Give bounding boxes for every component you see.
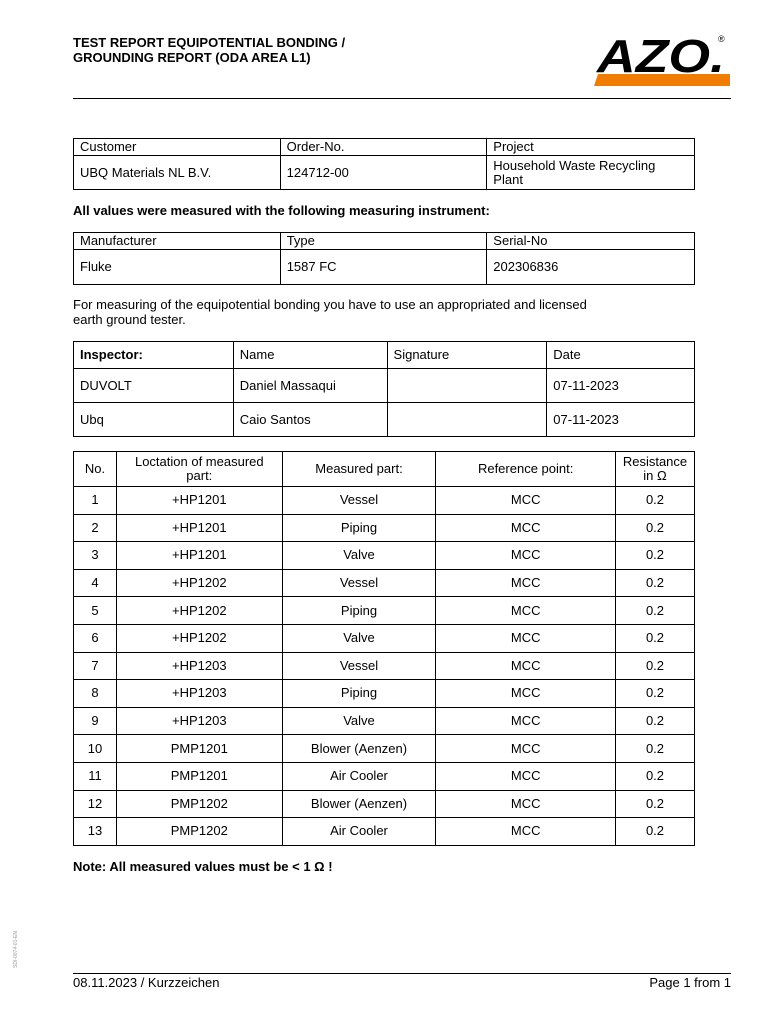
reference-point-header: Reference point: xyxy=(436,452,616,487)
project-header: Project xyxy=(487,139,695,156)
row-number: 10 xyxy=(74,735,117,763)
inspector-signature xyxy=(387,369,547,403)
table-row xyxy=(74,624,695,652)
instrument-value-row xyxy=(74,250,695,285)
inspector-signature xyxy=(387,403,547,437)
inspector-row xyxy=(74,403,695,437)
logo-registered-mark: ® xyxy=(718,34,725,44)
table-row xyxy=(74,597,695,625)
reference-point: MCC xyxy=(436,652,616,680)
resistance-value: 0.2 xyxy=(615,707,694,735)
reference-point: MCC xyxy=(436,542,616,570)
reference-point: MCC xyxy=(436,569,616,597)
measurement-header-row xyxy=(74,452,695,487)
row-number: 11 xyxy=(74,762,117,790)
reference-point: MCC xyxy=(436,735,616,763)
inspector-date: 07-11-2023 xyxy=(547,403,695,437)
resistance-value: 0.2 xyxy=(615,818,694,846)
type-value: 1587 FC xyxy=(280,250,487,285)
row-number: 12 xyxy=(74,790,117,818)
location: +HP1202 xyxy=(116,569,282,597)
row-number: 1 xyxy=(74,487,117,515)
order-no-header: Order-No. xyxy=(280,139,487,156)
customer-header-row xyxy=(74,139,695,156)
reference-point: MCC xyxy=(436,624,616,652)
resistance-value: 0.2 xyxy=(615,624,694,652)
reference-point: MCC xyxy=(436,818,616,846)
location: +HP1201 xyxy=(116,487,282,515)
table-row xyxy=(74,514,695,542)
inspector-row xyxy=(74,369,695,403)
reference-point: MCC xyxy=(436,790,616,818)
location: +HP1201 xyxy=(116,542,282,570)
table-row xyxy=(74,790,695,818)
location: PMP1202 xyxy=(116,818,282,846)
title-line-2: GROUNDING REPORT (ODA AREA L1) xyxy=(73,50,311,65)
instrument-heading: All values were measured with the following measuring instrument: xyxy=(73,203,490,218)
reference-point: MCC xyxy=(436,680,616,708)
logo-text: AZO. xyxy=(595,30,725,82)
reference-point: MCC xyxy=(436,707,616,735)
resistance-value: 0.2 xyxy=(615,542,694,570)
footer-date: 08.11.2023 / Kurzzeichen xyxy=(73,975,220,990)
measured-part: Piping xyxy=(282,680,436,708)
table-row xyxy=(74,487,695,515)
resistance-value: 0.2 xyxy=(615,597,694,625)
document-title xyxy=(73,35,345,65)
azo-logo xyxy=(594,30,734,86)
header-divider xyxy=(73,98,731,99)
measured-part: Blower (Aenzen) xyxy=(282,735,436,763)
resistance-value: 0.2 xyxy=(615,652,694,680)
measured-part: Air Cooler xyxy=(282,818,436,846)
measured-part: Vessel xyxy=(282,487,436,515)
inspector-company: Ubq xyxy=(74,403,234,437)
row-number: 3 xyxy=(74,542,117,570)
measured-part: Valve xyxy=(282,542,436,570)
title-line-1: TEST REPORT EQUIPOTENTIAL BONDING / xyxy=(73,35,346,50)
measurement-table xyxy=(73,451,695,846)
no-header: No. xyxy=(74,452,117,487)
location: +HP1202 xyxy=(116,597,282,625)
location: +HP1203 xyxy=(116,680,282,708)
instruction-text: For measuring of the equipotential bonding you have to use an appropriated and licensed earth ground tester. xyxy=(73,297,587,327)
reference-point: MCC xyxy=(436,514,616,542)
table-row xyxy=(74,652,695,680)
note-text: Note: All measured values must be < 1 Ω ! xyxy=(73,859,333,874)
measured-part: Piping xyxy=(282,514,436,542)
measured-part: Piping xyxy=(282,597,436,625)
inspector-header-row xyxy=(74,342,695,369)
measured-part-header: Measured part: xyxy=(282,452,436,487)
serial-no-header: Serial-No xyxy=(487,233,695,250)
inspector-name: Caio Santos xyxy=(233,403,387,437)
resistance-value: 0.2 xyxy=(615,514,694,542)
location-header: Loctation of measured part: xyxy=(116,452,282,487)
table-row xyxy=(74,818,695,846)
table-row xyxy=(74,680,695,708)
table-row xyxy=(74,707,695,735)
table-row xyxy=(74,542,695,570)
row-number: 7 xyxy=(74,652,117,680)
date-header: Date xyxy=(547,342,695,369)
signature-header: Signature xyxy=(387,342,547,369)
row-number: 13 xyxy=(74,818,117,846)
measured-part: Blower (Aenzen) xyxy=(282,790,436,818)
row-number: 5 xyxy=(74,597,117,625)
measured-part: Air Cooler xyxy=(282,762,436,790)
customer-table xyxy=(73,138,695,190)
reference-point: MCC xyxy=(436,487,616,515)
measurement-rows xyxy=(74,487,695,846)
resistance-value: 0.2 xyxy=(615,487,694,515)
customer-header: Customer xyxy=(74,139,281,156)
inspector-company: DUVOLT xyxy=(74,369,234,403)
reference-point: MCC xyxy=(436,597,616,625)
footer-page-number: Page 1 from 1 xyxy=(649,975,731,990)
row-number: 4 xyxy=(74,569,117,597)
name-header: Name xyxy=(233,342,387,369)
manufacturer-header: Manufacturer xyxy=(74,233,281,250)
location: +HP1202 xyxy=(116,624,282,652)
row-number: 2 xyxy=(74,514,117,542)
resistance-value: 0.2 xyxy=(615,569,694,597)
location: +HP1203 xyxy=(116,652,282,680)
location: PMP1202 xyxy=(116,790,282,818)
customer-value-row xyxy=(74,156,695,190)
resistance-value: 0.2 xyxy=(615,680,694,708)
order-no-value: 124712-00 xyxy=(280,156,487,190)
footer-divider xyxy=(73,973,731,974)
location: PMP1201 xyxy=(116,735,282,763)
row-number: 9 xyxy=(74,707,117,735)
measured-part: Valve xyxy=(282,707,436,735)
customer-value: UBQ Materials NL B.V. xyxy=(74,156,281,190)
type-header: Type xyxy=(280,233,487,250)
project-value: Household Waste Recycling Plant xyxy=(487,156,695,190)
location: +HP1203 xyxy=(116,707,282,735)
location: +HP1201 xyxy=(116,514,282,542)
measured-part: Vessel xyxy=(282,569,436,597)
row-number: 8 xyxy=(74,680,117,708)
inspector-name: Daniel Massaqui xyxy=(233,369,387,403)
measured-part: Vessel xyxy=(282,652,436,680)
table-row xyxy=(74,762,695,790)
instrument-header-row xyxy=(74,233,695,250)
table-row xyxy=(74,735,695,763)
measured-part: Valve xyxy=(282,624,436,652)
instrument-table xyxy=(73,232,695,285)
table-row xyxy=(74,569,695,597)
resistance-value: 0.2 xyxy=(615,790,694,818)
inspector-table xyxy=(73,341,695,437)
inspector-header: Inspector: xyxy=(74,342,234,369)
resistance-header: Resistance in Ω xyxy=(615,452,694,487)
resistance-value: 0.2 xyxy=(615,762,694,790)
manufacturer-value: Fluke xyxy=(74,250,281,285)
row-number: 6 xyxy=(74,624,117,652)
reference-point: MCC xyxy=(436,762,616,790)
inspector-date: 07-11-2023 xyxy=(547,369,695,403)
serial-no-value: 202306836 xyxy=(487,250,695,285)
location: PMP1201 xyxy=(116,762,282,790)
document-code: SDI-0074-01-EN xyxy=(13,931,19,968)
resistance-value: 0.2 xyxy=(615,735,694,763)
